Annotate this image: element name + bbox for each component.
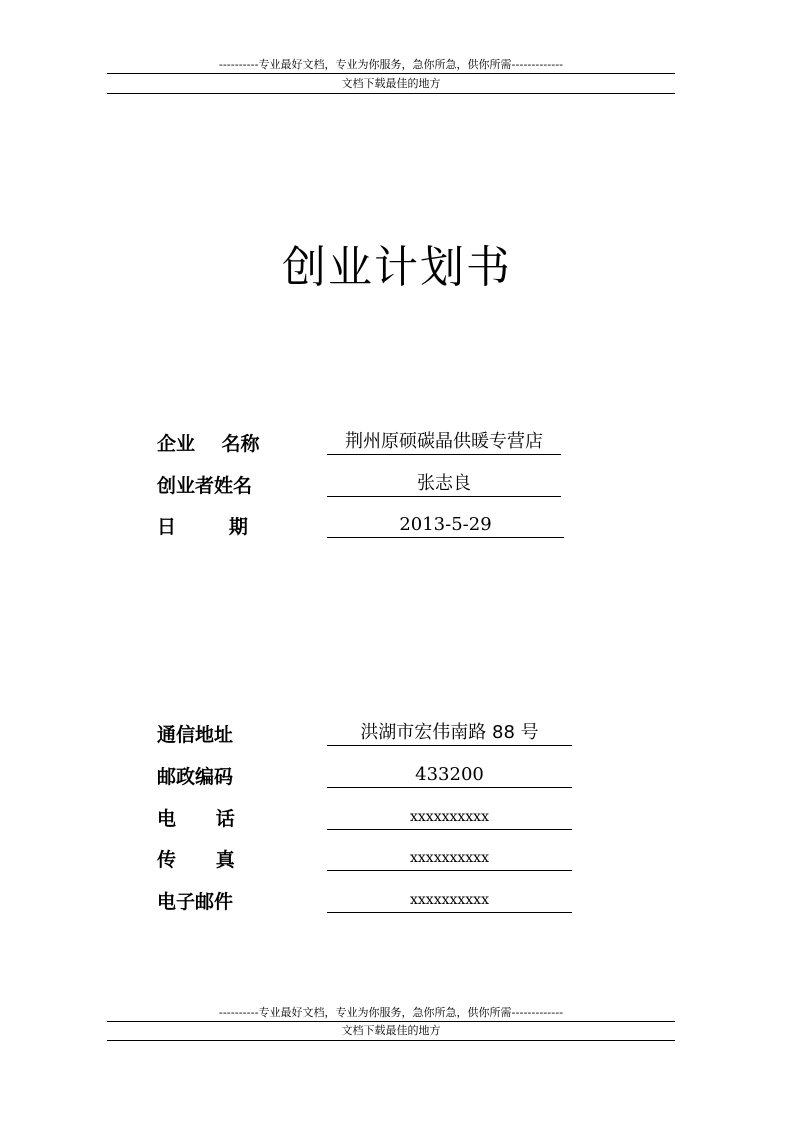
footer-divider-bottom — [107, 1040, 675, 1041]
header-tagline: 文档下载最佳的地方 — [341, 77, 441, 90]
header-divider-bottom — [107, 93, 675, 94]
phone-value: xxxxxxxxxx — [327, 806, 572, 830]
document-title: 创业计划书 — [282, 242, 512, 293]
phone-label: 电 话 — [157, 808, 235, 830]
address-value: 洪湖市宏伟南路 88 号 — [327, 722, 572, 746]
footer-slogan: ----------专业最好文档，专业为你服务，急你所急，供你所需------------- — [218, 1006, 564, 1019]
header-slogan: ----------专业最好文档，专业为你服务，急你所急，供你所需------------- — [218, 58, 564, 71]
footer-divider-top — [107, 1021, 675, 1022]
date-value: 2013-5-29 — [327, 514, 564, 538]
email-value: xxxxxxxxxx — [327, 889, 572, 913]
footer-tagline: 文档下载最佳的地方 — [341, 1024, 441, 1037]
company-name-value: 荆州原硕碳晶供暖专营店 — [327, 431, 561, 455]
founder-name-label: 创业者姓名 — [157, 475, 253, 497]
founder-name-value: 张志良 — [327, 473, 561, 497]
header-divider-top — [107, 73, 675, 74]
postcode-value: 433200 — [327, 764, 572, 788]
fax-label: 传 真 — [157, 849, 235, 871]
postcode-label: 邮政编码 — [157, 766, 234, 788]
date-label: 日 期 — [157, 516, 248, 538]
email-label: 电子邮件 — [157, 891, 234, 913]
fax-value: xxxxxxxxxx — [327, 847, 572, 871]
company-name-label: 企业 名称 — [157, 433, 260, 455]
address-label: 通信地址 — [157, 724, 234, 746]
